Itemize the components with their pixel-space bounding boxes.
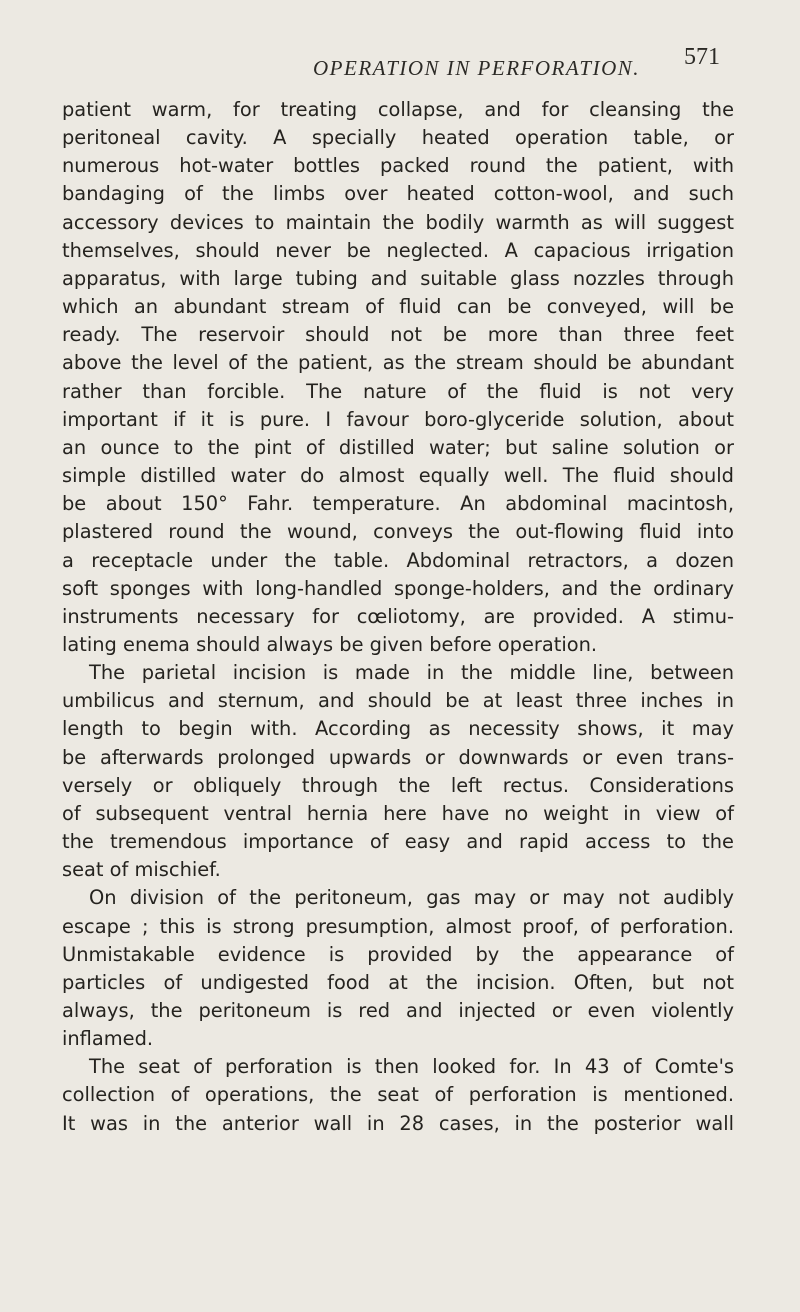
text-line: simple distilled water do almost equally well. The fluid should — [62, 464, 734, 488]
text-line: umbilicus and sternum, and should be at least three inches in — [62, 689, 734, 713]
text-line: soft sponges with long-handled sponge-holders, and the ordinary — [62, 576, 734, 600]
text-line: an ounce to the pint of distilled water; but saline solution or — [62, 435, 734, 459]
text-line: peritoneal cavity. A specially heated operation table, or — [62, 126, 734, 150]
text-line: seat of mischief. — [62, 858, 221, 882]
text-line: above the level of the patient, as the stream should be abundant — [62, 351, 734, 375]
running-head — [0, 40, 800, 80]
text-line: important if it is pure. I favour boro-glyceride solution, about — [62, 407, 734, 431]
text-line: a receptacle under the table. Abdominal retractors, a dozen — [62, 548, 734, 572]
text-line: be about 150° Fahr. temperature. An abdominal macintosh, — [62, 492, 734, 516]
text-line: of subsequent ventral hernia here have no weight in view of — [62, 801, 734, 825]
paragraph-peritoneum — [62, 884, 734, 1053]
text-line: themselves, should never be neglected. A capacious irrigation — [62, 238, 734, 262]
text-line: Unmistakable evidence is provided by the appearance of — [62, 942, 734, 966]
text-line: ready. The reservoir should not be more than three feet — [62, 323, 734, 347]
text-line: lating enema should always be given before operation. — [62, 632, 598, 656]
paragraph-incision — [62, 659, 734, 884]
text-line: inflamed. — [62, 1027, 154, 1051]
text-line: apparatus, with large tubing and suitable glass nozzles through — [62, 266, 734, 290]
text-line: It was in the anterior wall in 28 cases, in the posterior wall — [62, 1111, 734, 1135]
text-line: particles of undigested food at the incision. Often, but not — [62, 970, 734, 994]
text-line: be afterwards prolonged upwards or downwards or even trans- — [62, 745, 734, 769]
text-line: rather than forcible. The nature of the fluid is not very — [62, 379, 734, 403]
text-line: escape ; this is strong presumption, almost proof, of perforation. — [62, 914, 734, 938]
text-line: collection of operations, the seat of perforation is mentioned. — [62, 1083, 734, 1107]
text-line: versely or obliquely through the left rectus. Considerations — [62, 773, 734, 797]
text-line: On division of the peritoneum, gas may or may not audibly — [89, 886, 734, 910]
text-line: numerous hot-water bottles packed round the patient, with — [62, 154, 734, 178]
text-line: the tremendous importance of easy and rapid access to the — [62, 830, 734, 854]
running-title: OPERATION IN PERFORATION. — [313, 56, 640, 80]
text-line: The parietal incision is made in the middle line, between — [89, 661, 734, 685]
body-text — [62, 96, 734, 1138]
paragraph-seat-of-perforation — [62, 1053, 734, 1137]
paragraph-equipment — [62, 96, 734, 659]
text-line: The seat of perforation is then looked for. In 43 of Comte's — [89, 1055, 734, 1079]
text-line: accessory devices to maintain the bodily warmth as will suggest — [62, 210, 734, 234]
text-line: patient warm, for treating collapse, and for cleansing the — [62, 98, 734, 121]
text-line: always, the peritoneum is red and injected or even violently — [62, 999, 734, 1022]
page-number: 571 — [684, 44, 720, 70]
text-line: length to begin with. According as necessity shows, it may — [62, 717, 734, 741]
text-line: bandaging of the limbs over heated cotton-wool, and such — [62, 182, 734, 206]
text-line: plastered round the wound, conveys the out-flowing fluid into — [62, 520, 734, 544]
text-line: instruments necessary for cœliotomy, are provided. A stimu- — [62, 604, 734, 628]
text-line: which an abundant stream of fluid can be conveyed, will be — [62, 295, 734, 319]
